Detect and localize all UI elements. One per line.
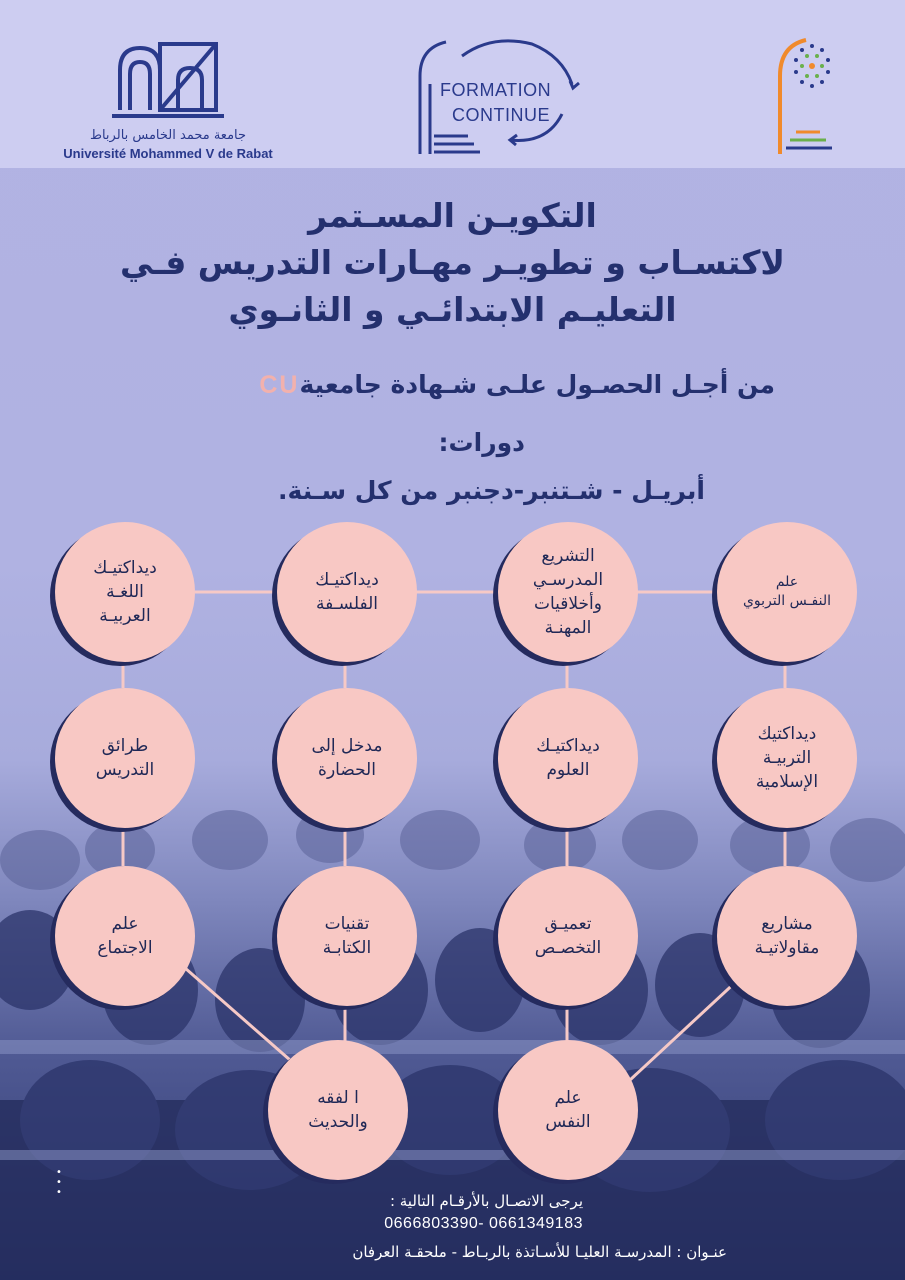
module-circle <box>717 866 857 1006</box>
module-circle <box>277 688 417 828</box>
module-label: التشريع المدرسـي وأخلاقيات المهنـة <box>532 546 604 638</box>
module-circle <box>268 1040 408 1180</box>
module-label: مدخل إلى الحضارة <box>311 736 383 780</box>
module-circle <box>717 522 857 662</box>
module-circle <box>55 866 195 1006</box>
title-line-2: لاكتسـاب و تطويـر مهـارات التدريس فـي <box>120 243 785 282</box>
title-line-1: التكويـن المسـتمر <box>308 196 597 235</box>
module-label: ا لفقه والحديث <box>308 1088 368 1132</box>
certificate-code: CU <box>259 371 300 399</box>
module-label: علم الاجتماع <box>97 914 153 958</box>
module-label: علم النفس <box>545 1088 591 1132</box>
module-circle <box>55 522 195 662</box>
sessions-label: دورات: <box>438 428 525 457</box>
module-circle <box>277 866 417 1006</box>
contact-label: يرجى الاتصـال بالأرقـام التالية : <box>389 1192 583 1210</box>
module-label: علم النفـس التربوي <box>742 574 832 609</box>
title-line-3: التعليـم الابتدائـي و الثانـوي <box>228 290 677 329</box>
module-label: طرائق التدريس <box>95 736 155 780</box>
address: عنـوان : المدرسـة العليـا للأسـاتذة بالربـاط - ملحقـة العرفان <box>352 1243 727 1261</box>
module-label: ديداكتيـك العلوم <box>536 736 600 780</box>
module-label: تقنيات الكتابـة <box>322 914 372 958</box>
module-label: ديداكتيـك اللغـة العربيـة <box>93 558 157 626</box>
module-circle <box>498 866 638 1006</box>
module-label: ديداكتيك التربيـة الإسلامية <box>755 724 819 792</box>
module-circle <box>498 688 638 828</box>
module-circle <box>498 522 638 662</box>
module-circle <box>277 522 417 662</box>
continue-label: CONTINUE <box>452 105 550 125</box>
formation-label: FORMATION <box>440 80 552 100</box>
module-label: ديداكتيـك الفلسـفة <box>315 570 379 614</box>
module-circle <box>55 688 195 828</box>
university-name-arabic: جامعة محمد الخامس بالرباط <box>89 128 247 143</box>
phone-numbers: 0661349183 -0666803390 <box>384 1215 583 1232</box>
module-circle <box>498 1040 638 1180</box>
module-label: تعميـق التخصـص <box>534 914 602 958</box>
certificate-text: من أجـل الحصـول علـى شـهادة جامعية <box>299 370 775 399</box>
module-label: مشاريع مقاولاتيـة <box>754 914 820 958</box>
module-circle <box>717 688 857 828</box>
sessions-months: أبريـل - شـتنبر-دجنبر من كل سـنة. <box>278 476 705 505</box>
university-name-french: Université Mohammed V de Rabat <box>63 146 273 161</box>
more-dots-icon: • • • <box>56 1167 62 1198</box>
